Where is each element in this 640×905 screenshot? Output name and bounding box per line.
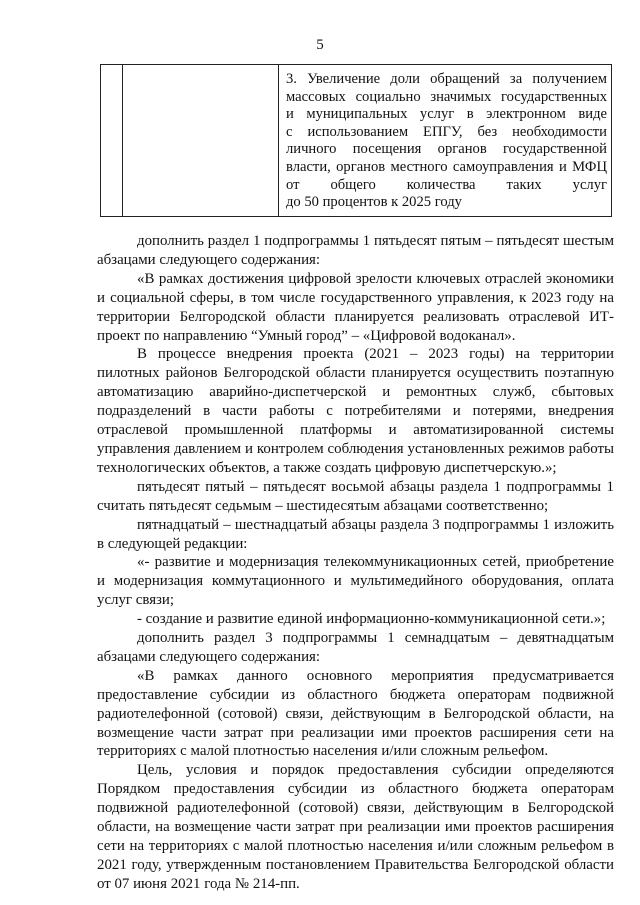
paragraph: В процессе внедрения проекта (2021 – 2023 годы) на территории пилотных районов Белгородской области планируется осуществить поэтапную автоматизацию аварийно-диспетчерской и ремонтных служб, сбытовых подразделений в части работы с потребителями и потерями, внедрения отраслевой промышленной платформы и автоматизированной системы управления давлением и контролем соблюдения установленных режимов работы технологических объектов, а также создать цифровую диспетчерскую.»; [97, 346, 614, 476]
paragraph: «В рамках достижения цифровой зрелости ключевых отраслей экономики и социальной сферы, в том числе государственного управления, к 2023 году на территории Белгородской области планируется реализовать отраслевой ИТ-проект по направлению “Умный город” – «Цифровой водоканал». [97, 270, 614, 344]
indicator-line: личного посещения органов государственной [286, 141, 607, 158]
table-cell-indicator [279, 65, 612, 217]
paragraph: пятнадцатый – шестнадцатый абзацы раздела 3 подпрограммы 1 изложить в следующей редакции: [97, 516, 614, 552]
indicator-line: власти, органов местного самоуправления и МФЦ [286, 158, 607, 175]
indicator-line: 3. Увеличение доли обращений за получением [286, 71, 607, 87]
page-number: 5 [316, 37, 324, 53]
document-body [97, 232, 614, 894]
indicator-table [100, 64, 612, 217]
table-cell-name [123, 65, 279, 217]
indicator-line: от общего количества таких услуг [286, 176, 607, 193]
paragraph: пятьдесят пятый – пятьдесят восьмой абзацы раздела 1 подпрограммы 1 считать пятьдесят седьмым – шестидесятым абзацами соответственно; [97, 478, 614, 514]
paragraph: дополнить раздел 1 подпрограммы 1 пятьдесят пятым – пятьдесят шестым абзацами следующего содержания: [97, 233, 614, 268]
paragraph: - создание и развитие единой информационно-коммуникационной сети.»; [137, 611, 606, 628]
indicator-line: массовых социально значимых государственных [286, 88, 607, 105]
indicator-line: и муниципальных услуг в электронном виде [286, 106, 607, 123]
paragraph: «- развитие и модернизация телекоммуникационных сетей, приобретение и модернизация коммутационного и мультимедийного оборудования, оплата услуг связи; [97, 554, 614, 609]
table-row [101, 65, 612, 217]
paragraph: дополнить раздел 3 подпрограммы 1 семнадцатым – девятнадцатым абзацами следующего содержания: [97, 630, 614, 665]
paragraph: «В рамках данного основного мероприятия предусматривается предоставление субсидии из областного бюджета операторам подвижной радиотелефонной (сотовой) связи, действующим в Белгородской области, на возмещение части затрат при реализации ими проектов расширения сети на территориях с малой плотностью населения и/или сложным рельефом. [97, 667, 614, 760]
paragraph: Цель, условия и порядок предоставления субсидии определяются Порядком предоставления субсидии из областного бюджета операторам подвижной радиотелефонной (сотовой) связи, действующим в Белгородской области, на возмещение части затрат при реализации ими проектов расширения сети на территориях с малой плотностью населения и/или сложным рельефом в 2021 году, утвержденным постановлением Правительства Белгородской области от 07 июня 2021 года № 214-пп. [97, 762, 614, 892]
table-cell-number [101, 65, 123, 217]
indicator-line: до 50 процентов к 2025 году [286, 194, 462, 211]
indicator-line: с использованием ЕПГУ, без необходимости [286, 123, 607, 140]
